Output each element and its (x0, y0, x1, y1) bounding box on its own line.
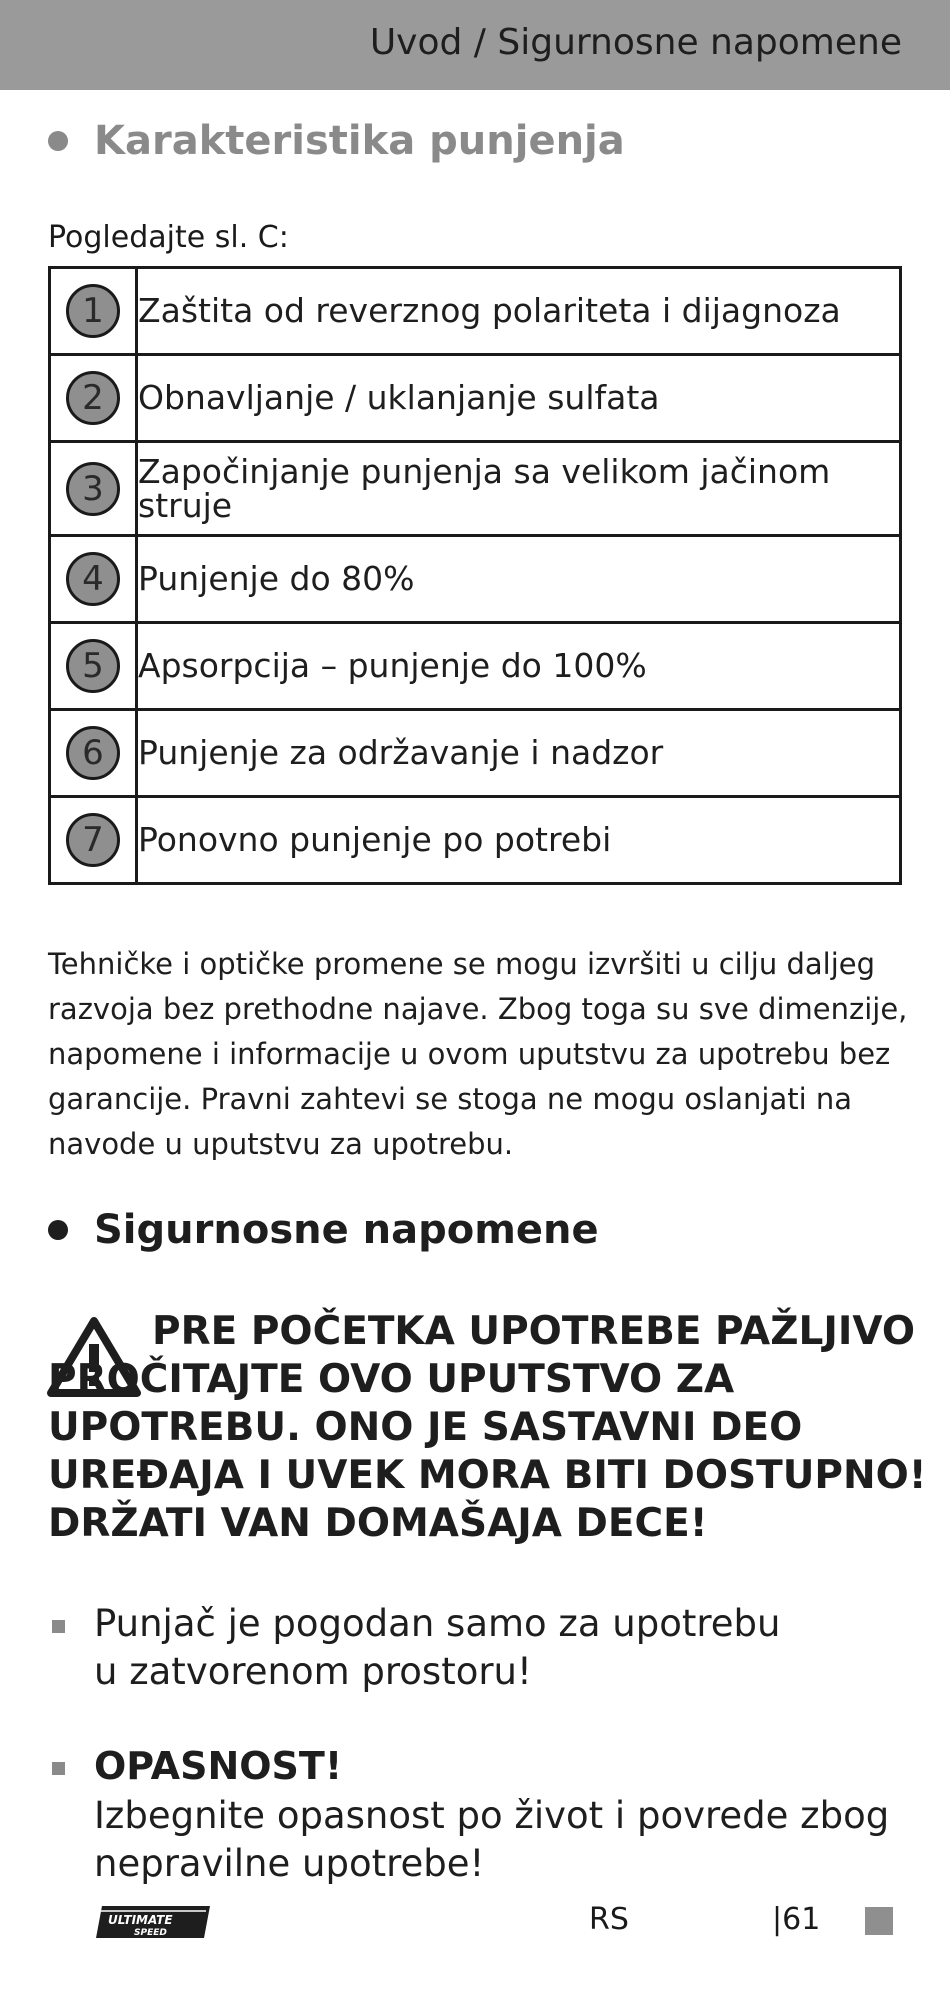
table-row (50, 710, 901, 797)
header-title: Uvod / Sigurnosne napomene (369, 22, 902, 63)
step-text: Apsorpcija – punjenje do 100% (137, 623, 901, 710)
table-row (50, 442, 901, 536)
square-bullet-icon (52, 1762, 65, 1775)
square-bullet-icon (52, 1620, 65, 1633)
step-number-circle: 5 (66, 639, 120, 693)
section-heading-charging (48, 118, 625, 164)
footer-language: RS (589, 1902, 629, 1937)
section-heading-text: Karakteristika punjenja (94, 118, 625, 164)
section-heading-safety (48, 1207, 599, 1253)
section-heading-text: Sigurnosne napomene (94, 1207, 599, 1253)
step-number-circle: 7 (66, 813, 120, 867)
step-number-circle: 3 (66, 462, 120, 516)
step-text: Ponovno punjenje po potrebi (137, 797, 901, 884)
step-number-circle: 6 (66, 726, 120, 780)
svg-text:ULTIMATE: ULTIMATE (108, 1913, 173, 1927)
table-row (50, 268, 901, 355)
figure-reference: Pogledajte sl. C: (48, 220, 289, 255)
step-text: Obnavljanje / uklanjanje sulfata (137, 355, 901, 442)
step-text: Punjenje za održavanje i nadzor (137, 710, 901, 797)
bullet-text-line: nepravilne upotrebe! (94, 1842, 485, 1885)
charging-steps-table (48, 266, 902, 885)
page-number: |61 (772, 1902, 821, 1937)
svg-text:SPEED: SPEED (134, 1928, 167, 1938)
step-number-circle: 4 (66, 552, 120, 606)
step-text: Zaštita od reverznog polariteta i dijagnoza (137, 268, 901, 355)
step-text: Punjenje do 80% (137, 536, 901, 623)
bullet-text-line: Izbegnite opasnost po život i povrede zbog (94, 1794, 890, 1837)
step-number-circle: 2 (66, 371, 120, 425)
step-number-circle: 1 (66, 284, 120, 338)
table-row (50, 623, 901, 710)
table-row (50, 536, 901, 623)
bullet-dot (48, 1220, 68, 1240)
table-row (50, 355, 901, 442)
table-row (50, 797, 901, 884)
danger-label: OPASNOST! (94, 1744, 343, 1788)
bullet-text-line: Punjač je pogodan samo za upotrebu (94, 1602, 781, 1645)
step-text: Započinjanje punjenja sa velikom jačinom struje (137, 442, 901, 536)
bullet-text-line: u zatvorenom prostoru! (94, 1650, 532, 1693)
bullet-dot (48, 131, 68, 151)
page-header (0, 0, 950, 90)
brand-logo (94, 1904, 212, 1944)
warning-text: PRE POČETKA UPOTREBE PAŽLJIVO PROČITAJTE OVO UPUTSTVO ZA UPOTREBU. ONO JE SASTAVNI DEO UREĐAJA I UVEK MORA BITI DOSTUPNO! DRŽATI VAN DOMAŠAJA DECE! (48, 1309, 927, 1546)
footer-marker (865, 1907, 893, 1935)
disclaimer-paragraph: Tehničke i optičke promene se mogu izvršiti u cilju daljeg razvoja bez prethodne najave. Zbog toga su sve dimenzije, napomene i informacije u ovom uputstvu za upotrebu bez garancije. Pravni zahtevi se stoga ne mogu oslanjati na navode u uputstvu za upotrebu. (48, 947, 908, 1161)
